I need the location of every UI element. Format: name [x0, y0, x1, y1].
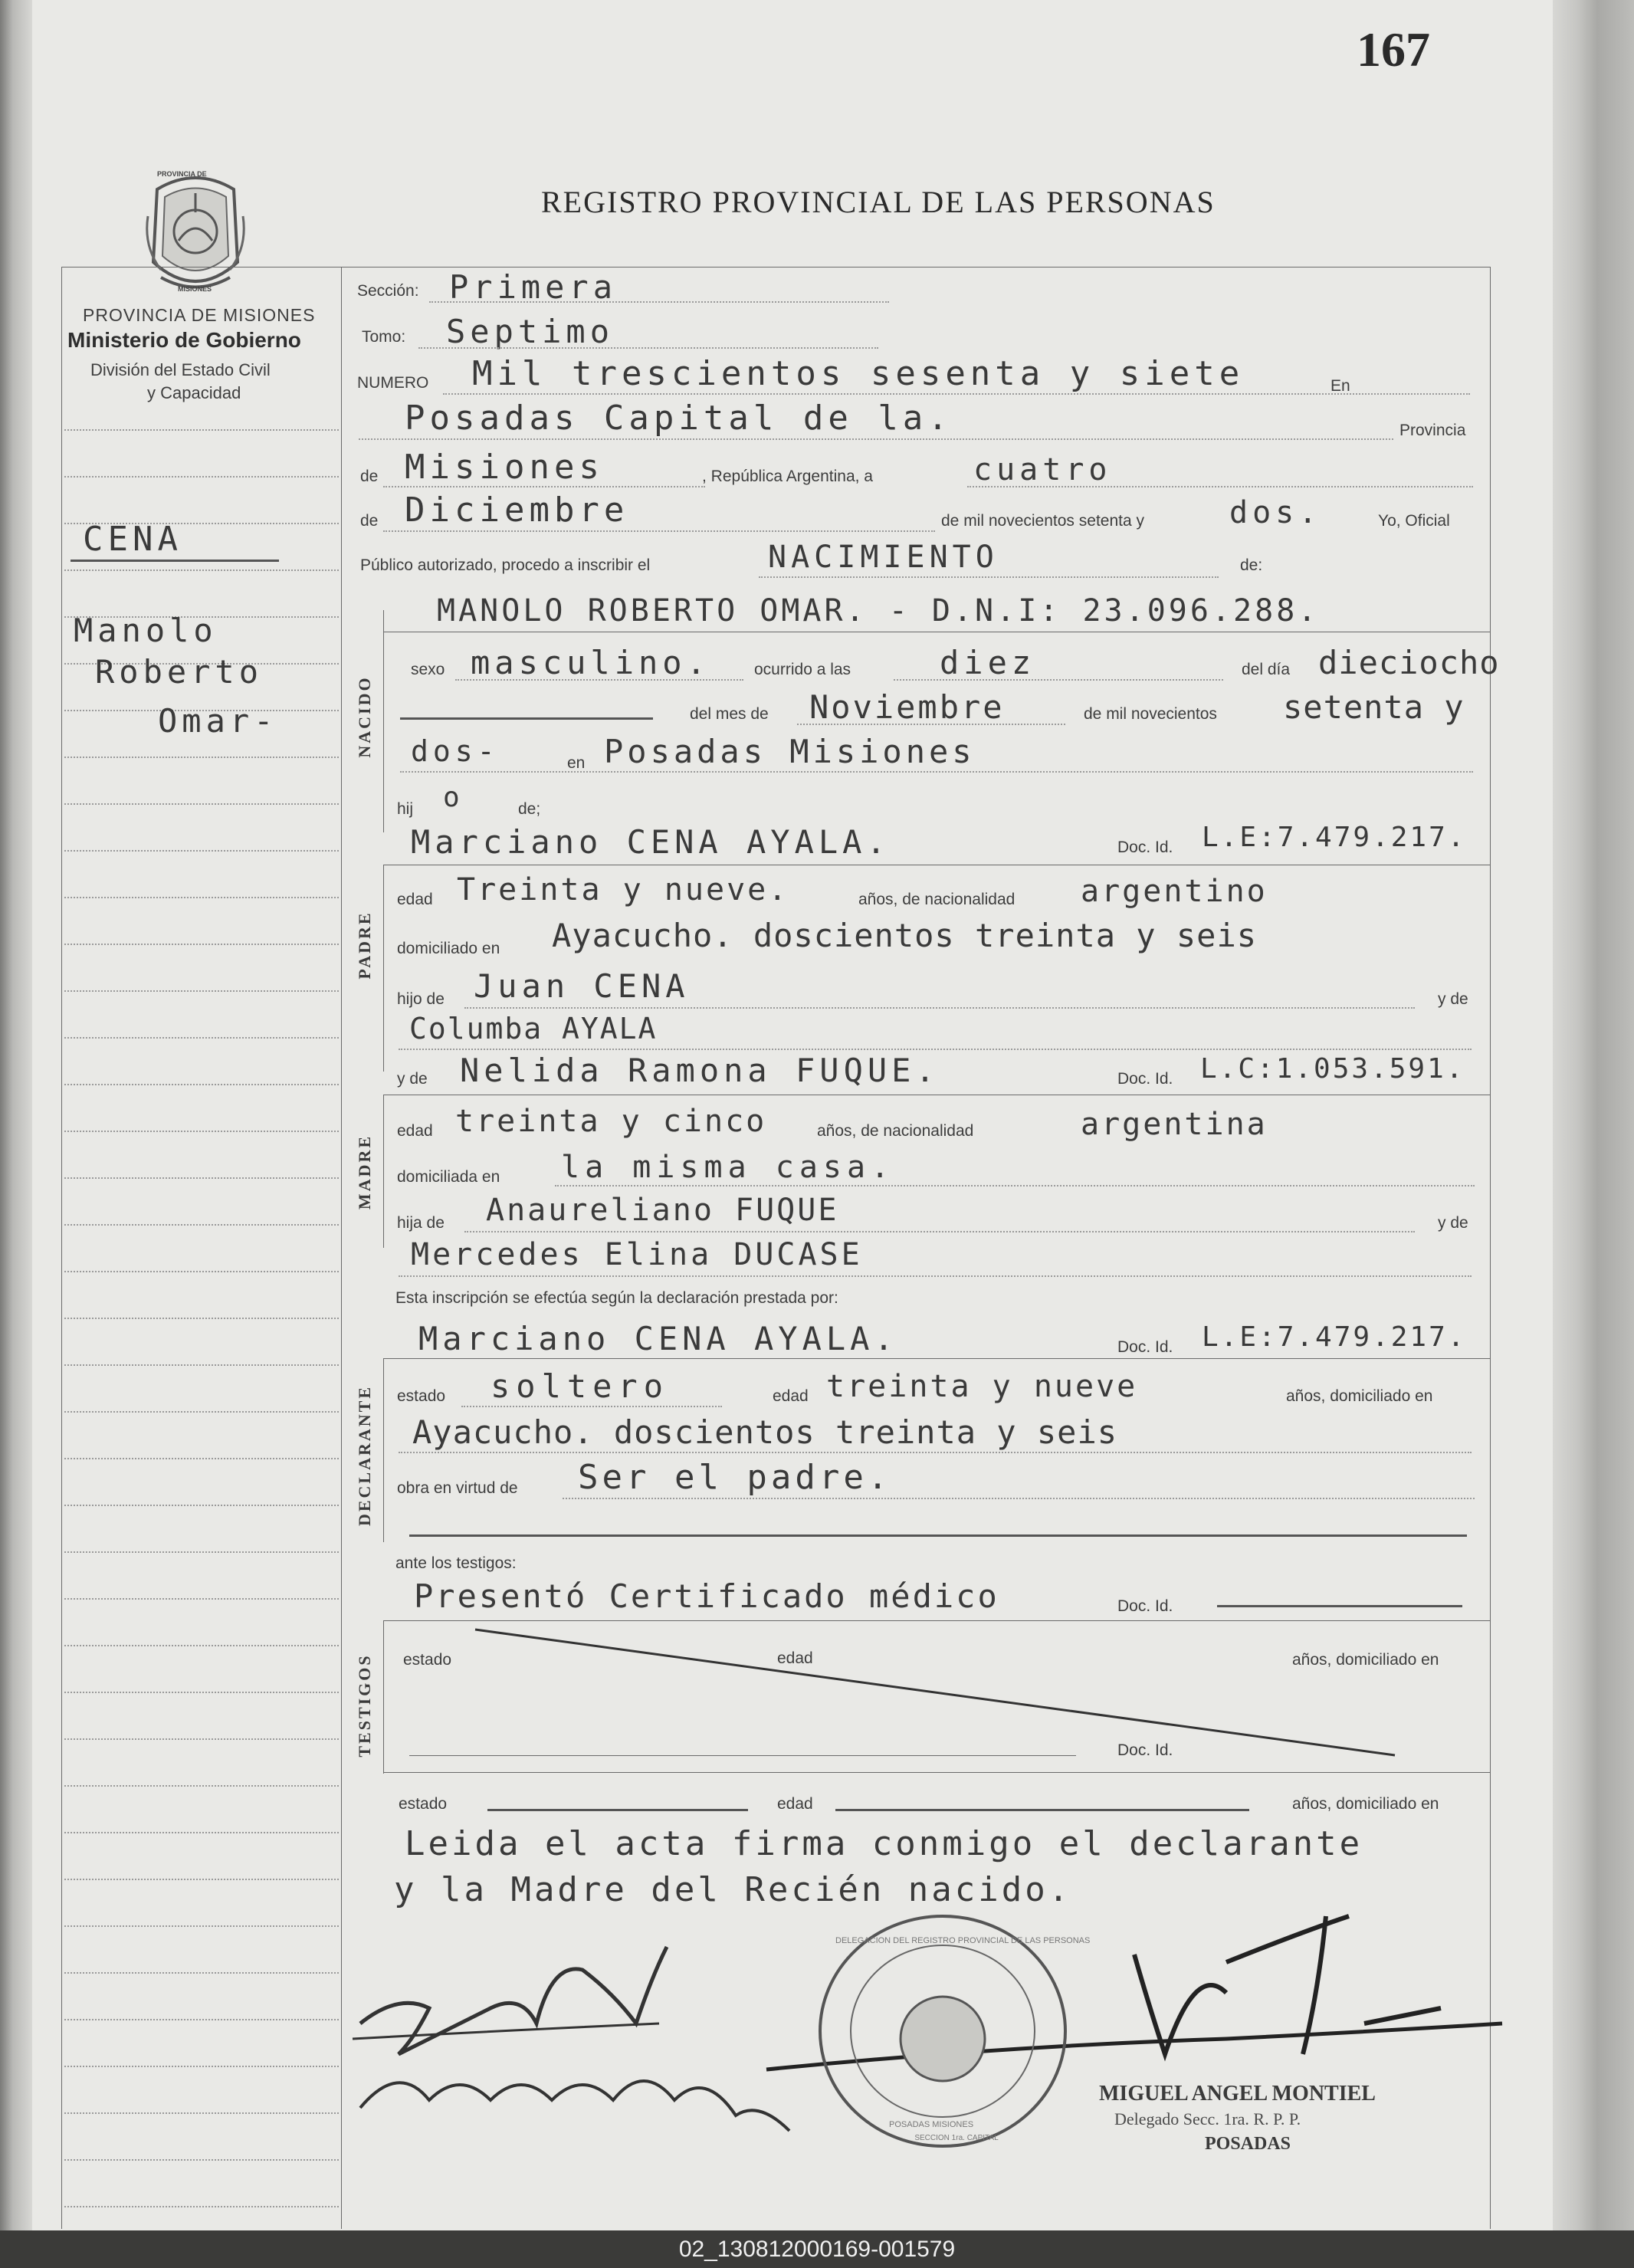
madre-name-value: Nelida Ramona FUQUE. — [460, 1052, 940, 1089]
official-city: POSADAS — [1205, 2134, 1291, 2154]
padre-doc-label: Doc. Id. — [1117, 839, 1173, 856]
de2-label: de — [360, 512, 379, 530]
anio-label: de mil novecientos — [1084, 705, 1217, 723]
month-value: Diciembre — [405, 491, 629, 530]
sexo-label: sexo — [411, 661, 445, 678]
lugar-value: Posadas Misiones — [604, 733, 976, 770]
place-value: Posadas Capital de la. — [405, 399, 953, 438]
provincia-label: Provincia — [1399, 422, 1466, 439]
en-label: En — [1330, 377, 1350, 395]
crest-bottom-text: MISIONES — [178, 285, 212, 293]
padre-nac-value: argentino — [1081, 874, 1268, 909]
official-seal — [820, 1916, 1065, 2146]
testigo1-doc-label: Doc. Id. — [1117, 1597, 1173, 1615]
province-value: Misiones — [405, 448, 604, 487]
seal-text-bottom: POSADAS MISIONES — [889, 2120, 974, 2129]
padre-father-value: Juan CENA — [474, 967, 690, 1005]
testigo2-doc-label: Doc. Id. — [1117, 1741, 1173, 1759]
lugar-en-label: en — [567, 754, 586, 772]
madre-dom-label: domiciliada en — [397, 1168, 500, 1186]
signature-3 — [1134, 1916, 1441, 2054]
official-title: Delegado Secc. 1ra. R. P. P. — [1114, 2109, 1301, 2129]
closing-line-1: Leida el acta firma conmigo el declarante — [405, 1824, 1363, 1863]
padre-name-value: Marciano CENA AYALA. — [411, 823, 891, 861]
padre-nac-label: años, de nacionalidad — [858, 891, 1016, 908]
dia-label: del día — [1242, 661, 1291, 678]
seal-text: DELEGACION DEL REGISTRO PROVINCIAL DE LAS PERSONAS — [835, 1936, 1091, 1945]
padre-dom-label: domiciliado en — [397, 940, 500, 957]
declarante-edad-label: edad — [773, 1387, 809, 1405]
madre-edad-label: edad — [397, 1122, 433, 1140]
madre-yde2-label: y de — [1438, 1214, 1468, 1232]
mes-value: Noviembre — [809, 688, 1005, 726]
republica-label: , República Argentina, a — [702, 468, 873, 485]
declarante-name-value: Marciano CENA AYALA. — [418, 1320, 898, 1357]
hijo-de-label: de; — [518, 800, 541, 818]
madre-doc-value: L.C:1.053.591. — [1200, 1053, 1465, 1085]
madre-edad-value: treinta y cinco — [455, 1104, 767, 1139]
padre-edad-label: edad — [397, 891, 433, 908]
numero-value: Mil trescientos sesenta y siete — [472, 354, 1245, 393]
margin-given-name-2: Roberto — [95, 653, 264, 691]
declarante-obra-value: Ser el padre. — [578, 1458, 892, 1497]
madre-mother-value: Mercedes Elina DUCASE — [411, 1237, 863, 1272]
declarante-doc-value: L.E:7.479.217. — [1202, 1321, 1467, 1353]
page-number: 167 — [1357, 22, 1430, 77]
testigo1-value: Presentó Certificado médico — [414, 1577, 999, 1615]
declarante-intro-label: Esta inscripción se efectúa según la declaración prestada por: — [395, 1289, 838, 1307]
testigo2-edad-label: edad — [777, 1795, 813, 1813]
authority-province: PROVINCIA DE MISIONES — [83, 305, 316, 325]
tomo-label: Tomo: — [362, 328, 406, 346]
padre-yde-label: y de — [1438, 990, 1468, 1008]
madre-dom-value: la misma casa. — [561, 1150, 895, 1185]
testigos-strike-line — [475, 1630, 1395, 1755]
padre-dom-value: Ayacucho. doscientos treinta y seis — [552, 917, 1258, 954]
margin-given-name-1: Manolo — [74, 612, 218, 649]
publico-label: Público autorizado, procedo a inscribir el — [360, 556, 651, 574]
declarante-edad-value: treinta y nueve — [826, 1369, 1138, 1404]
authority-ministry: Ministerio de Gobierno — [67, 328, 301, 352]
madre-hija-de-label: hija de — [397, 1214, 445, 1232]
year-label: de mil novecientos setenta y — [941, 512, 1144, 530]
madre-nac-value: argentina — [1081, 1107, 1268, 1142]
image-id-footer: 02_130812000169-001579 — [0, 2230, 1634, 2268]
padre-mother-value: Columba AYALA — [409, 1012, 658, 1045]
testigo2-estado-label: estado — [399, 1795, 448, 1813]
madre-label: MADRE — [355, 1134, 374, 1210]
nacido-label: NACIDO — [355, 675, 374, 758]
numero-label: NUMERO — [357, 374, 429, 392]
padre-hijo-de-label: hijo de — [397, 990, 445, 1008]
padre-edad-value: Treinta y nueve. — [457, 872, 789, 908]
declarante-anios-label: años, domiciliado en — [1286, 1387, 1433, 1405]
hijo-label: hij — [397, 800, 414, 818]
authority-division: División del Estado Civil — [90, 360, 271, 379]
seal-text-center: SECCION 1ra. CAPITAL — [914, 2134, 999, 2142]
de3-label: de: — [1240, 556, 1263, 574]
declarante-dom-value: Ayacucho. doscientos treinta y seis — [412, 1413, 1118, 1451]
signature-1b — [353, 2023, 659, 2039]
anio-value-1: setenta y — [1283, 688, 1465, 726]
act-value: NACIMIENTO — [768, 540, 999, 575]
testigo1-estado-label: estado — [403, 1651, 452, 1669]
padre-label: PADRE — [355, 911, 374, 980]
seccion-label: Sección: — [357, 282, 419, 300]
signature-3-flourish — [766, 2023, 1502, 2069]
year-value: dos. — [1229, 495, 1322, 530]
testigo2-anios-label: años, domiciliado en — [1292, 1795, 1439, 1813]
margin-surname: CENA — [83, 520, 182, 559]
signature-2-text — [429, 2097, 435, 2098]
margin-given-name-3: Omar- — [158, 702, 278, 740]
hora-value: diez — [940, 644, 1036, 681]
madre-father-value: Anaureliano FUQUE — [486, 1193, 839, 1228]
official-name: MIGUEL ANGEL MONTIEL — [1099, 2082, 1376, 2106]
declarante-doc-label: Doc. Id. — [1117, 1338, 1173, 1356]
crest-top-text: PROVINCIA DE — [157, 170, 207, 178]
page-title: REGISTRO PROVINCIAL DE LAS PERSONAS — [541, 185, 1216, 219]
testigo1-anios-label: años, domiciliado en — [1292, 1651, 1439, 1669]
signature-2 — [360, 2081, 789, 2131]
declarante-obra-label: obra en virtud de — [397, 1479, 518, 1497]
authority-capacity: y Capacidad — [147, 383, 241, 402]
closing-line-2: y la Madre del Recién nacido. — [394, 1870, 1072, 1909]
day-value: cuatro — [973, 452, 1112, 487]
declarante-estado-value: soltero — [491, 1367, 670, 1405]
mes-label: del mes de — [690, 705, 769, 723]
madre-nac-label: años, de nacionalidad — [817, 1122, 974, 1140]
hijo-value: o — [443, 782, 464, 813]
dia-value: dieciocho — [1318, 644, 1500, 681]
testigos-label: TESTIGOS — [355, 1653, 374, 1758]
signature-1 — [360, 1947, 667, 2054]
testigos-ante-label: ante los testigos: — [395, 1554, 517, 1572]
declarante-estado-label: estado — [397, 1387, 446, 1405]
anio-value-2: dos- — [411, 734, 500, 768]
hora-label: ocurrido a las — [754, 661, 851, 678]
seccion-value: Primera — [449, 268, 618, 306]
nacido-name-value: MANOLO ROBERTO OMAR. - D.N.I: 23.096.288. — [437, 593, 1320, 629]
madre-yde-label: y de — [397, 1070, 428, 1088]
tomo-value: Septimo — [446, 313, 615, 350]
oficial-label: Yo, Oficial — [1378, 512, 1450, 530]
testigo1-edad-label: edad — [777, 1649, 813, 1667]
madre-doc-label: Doc. Id. — [1117, 1070, 1173, 1088]
sexo-value: masculino. — [471, 644, 710, 681]
padre-doc-value: L.E:7.479.217. — [1202, 822, 1467, 853]
de1-label: de — [360, 468, 379, 485]
declarante-label: DECLARANTE — [355, 1384, 374, 1527]
